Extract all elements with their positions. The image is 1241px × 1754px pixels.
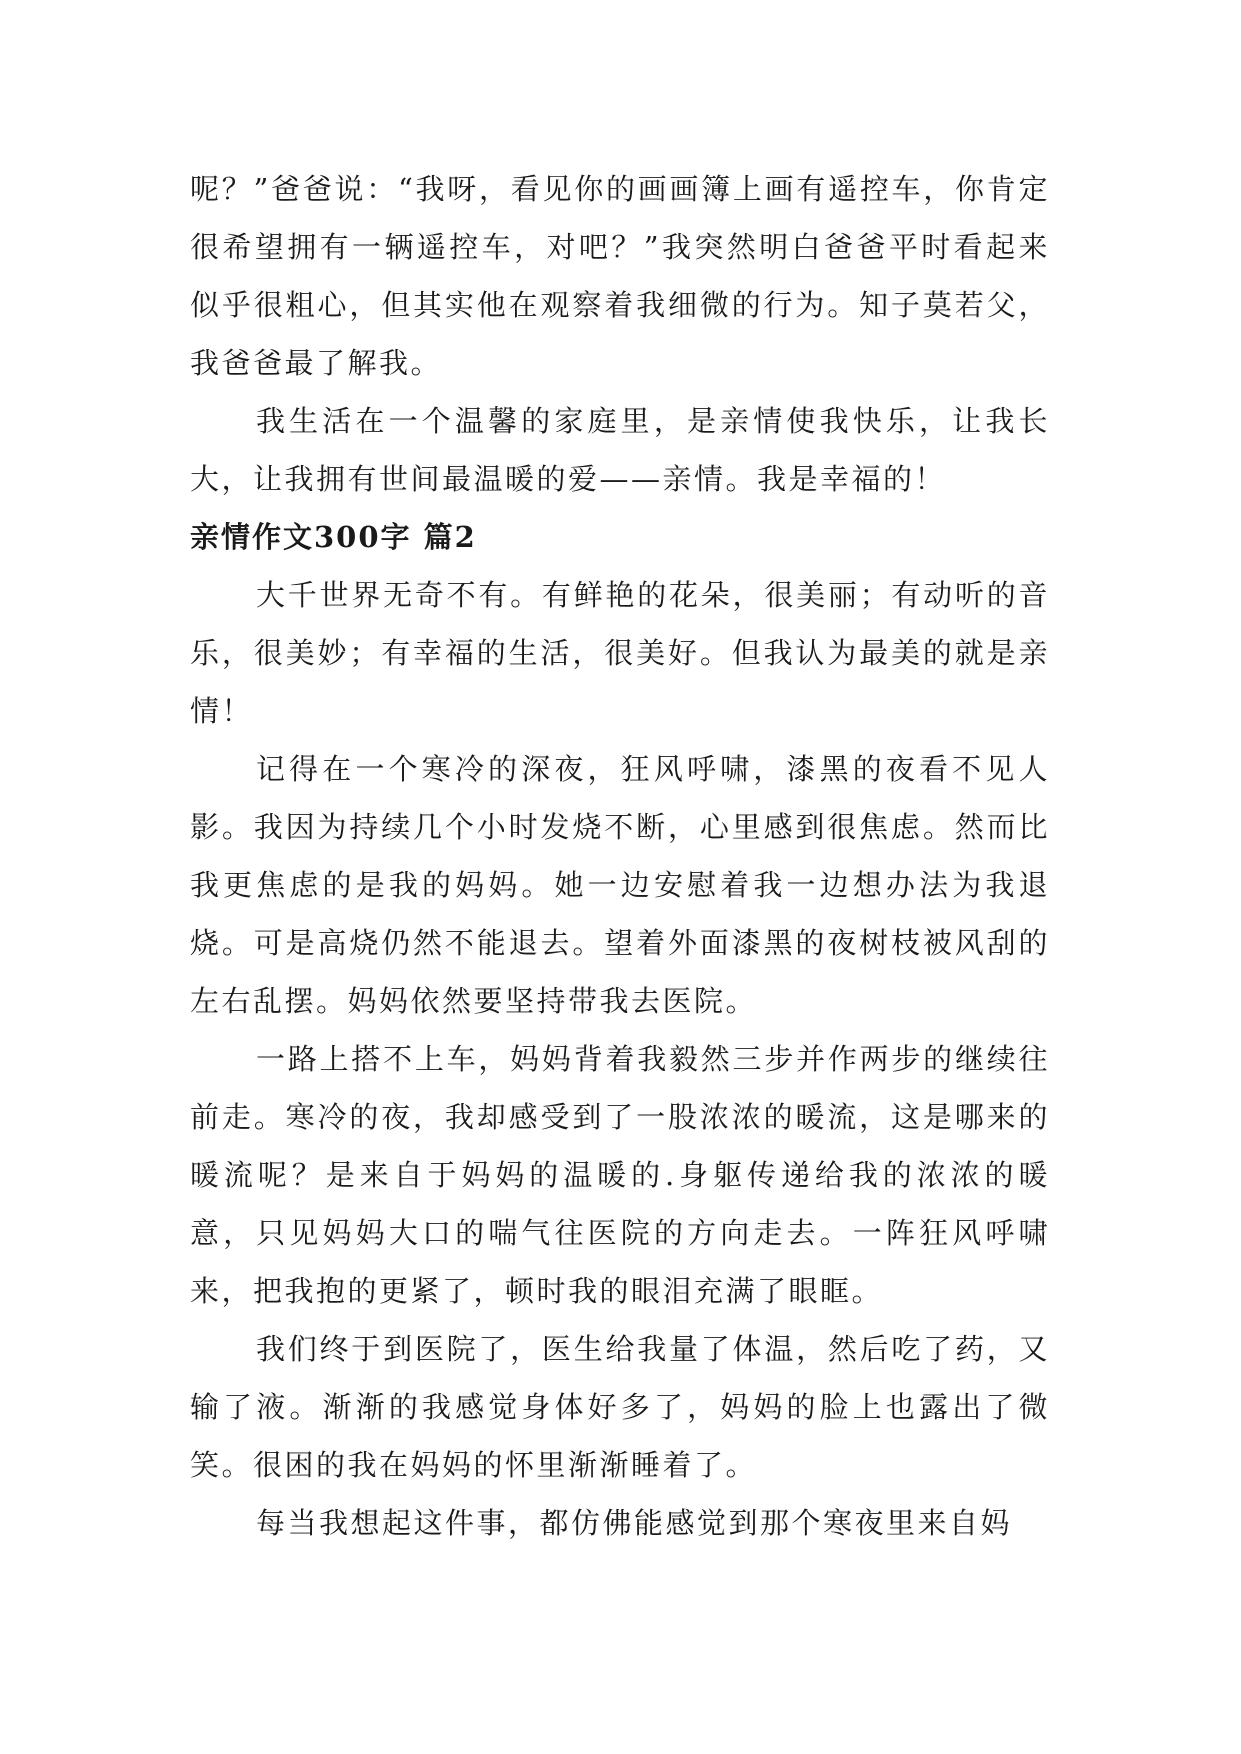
- paragraph-3: 大千世界无奇不有。有鲜艳的花朵，很美丽；有动听的音乐，很美妙；有幸福的生活，很美好。但我认为最美的就是亲情！: [190, 578, 1050, 728]
- paragraph-5: 一路上搭不上车，妈妈背着我毅然三步并作两步的继续往前走。寒冷的夜，我却感受到了一股浓浓的暖流，这是哪来的暖流呢？是来自于妈妈的温暖的.身躯传递给我的浓浓的暖意，只见妈妈大口的喘气往医院的方向走去。一阵狂风呼啸来，把我抱的更紧了，顿时我的眼泪充满了眼眶。: [190, 1042, 1050, 1308]
- document-body: [190, 160, 1050, 1552]
- paragraph-1: 呢？”爸爸说：“我呀，看见你的画画簿上画有遥控车，你肯定很希望拥有一辆遥控车，对吧？”我突然明白爸爸平时看起来似乎很粗心，但其实他在观察着我细微的行为。知子莫若父，我爸爸最了解我。: [190, 172, 1050, 380]
- paragraph-4: 记得在一个寒冷的深夜，狂风呼啸，漆黑的夜看不见人影。我因为持续几个小时发烧不断，心里感到很焦虑。然而比我更焦虑的是我的妈妈。她一边安慰着我一边想办法为我退烧。可是高烧仍然不能退去。望着外面漆黑的夜树枝被风刮的左右乱摆。妈妈依然要坚持带我去医院。: [190, 752, 1050, 1018]
- paragraph-7: 每当我想起这件事，都仿佛能感觉到那个寒夜里来自妈: [256, 1506, 1013, 1540]
- section-heading: 亲情作文300字 篇2: [190, 520, 477, 554]
- paragraph-2: 我生活在一个温馨的家庭里，是亲情使我快乐，让我长大，让我拥有世间最温暖的爱——亲情。我是幸福的！: [190, 404, 1050, 496]
- paragraph-6: 我们终于到医院了，医生给我量了体温，然后吃了药，又输了液。渐渐的我感觉身体好多了，妈妈的脸上也露出了微笑。很困的我在妈妈的怀里渐渐睡着了。: [190, 1332, 1050, 1482]
